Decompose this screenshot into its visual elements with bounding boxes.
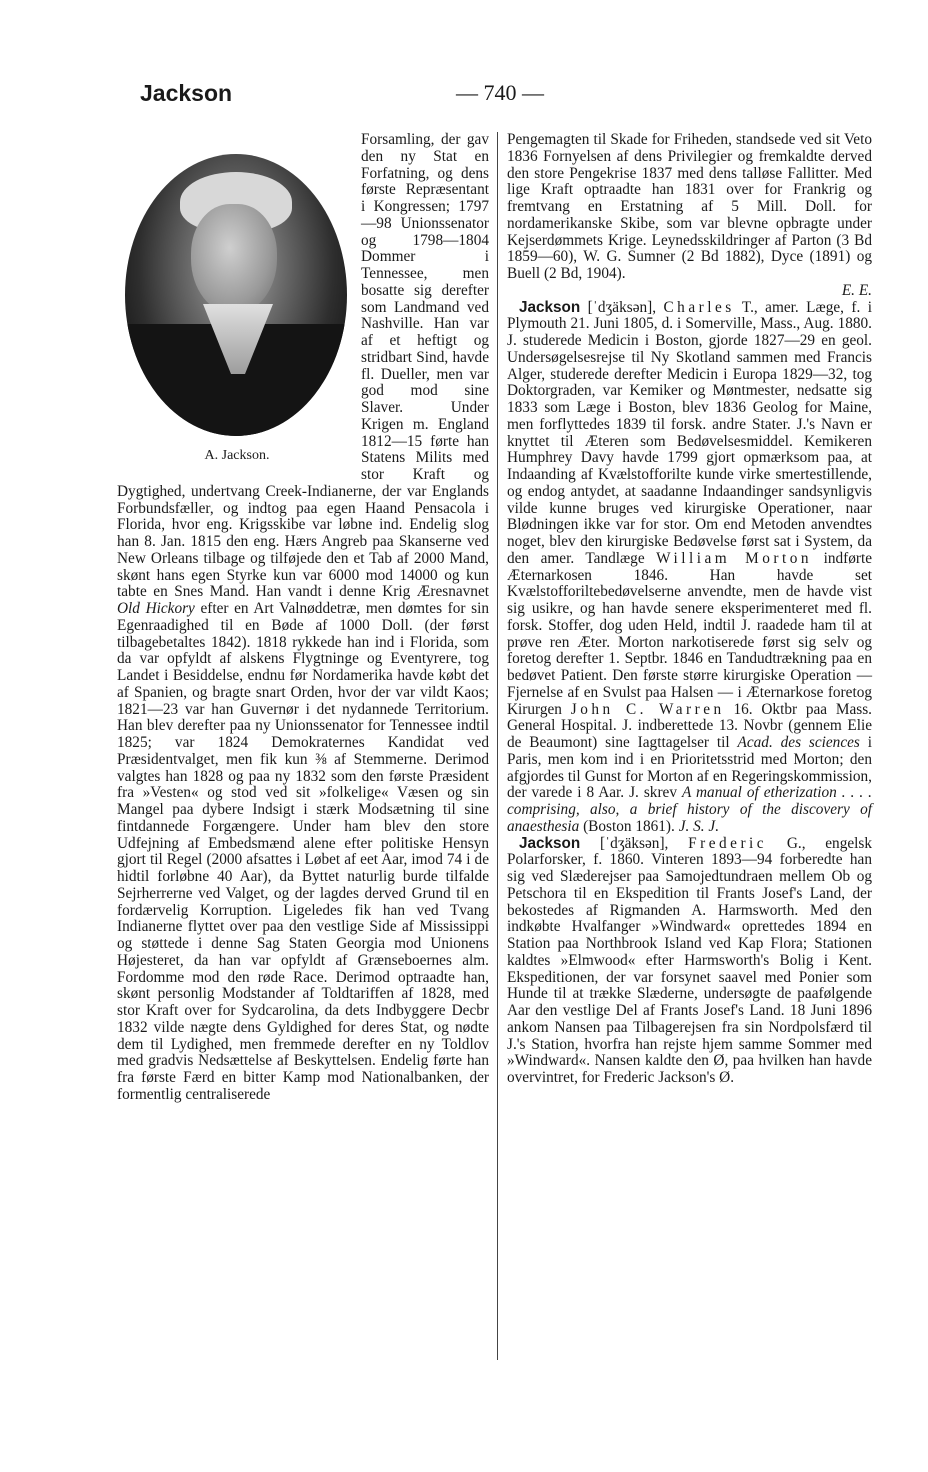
body-text: Pengemagten til Skade for Friheden, standsede ved sit Veto 1836 Fornyelsen af dens Privilegier og fremkaldte derved den store Pengekrise 1837 med dens talløse Fallitter. Med lige Kraft optraadte han 1831 over for Frankrig og fremtvang en Erstatning af 5 Mill. Doll. for nordamerikanske Skibe, som var blevne opbragte under Kejserdømmets Krige. Leynedsskildringer af Parton (3 Bd 1859—60), W. G. Sumner (2 Bd 1882), Dyce (1891) og Buell (2 Bd, 1904). (507, 131, 872, 282)
portrait-figure (117, 142, 357, 480)
author-signature: J. S. J. (678, 817, 720, 835)
page-header (138, 76, 864, 116)
italic-term: Old Hickory (117, 600, 195, 617)
page-number: — 740 — (456, 80, 544, 105)
body-text: i Paris, men kom ind i en Prioritetsstrid med Morton; den afgjordes til Gunst for Morton af en Regeringskommission, der varede i 8 Aar. J. skrev (507, 734, 872, 802)
left-column (117, 132, 489, 1104)
person-name: Frederic (688, 834, 768, 852)
person-name: John C. Warren (570, 700, 725, 718)
author-signature: E. E. (841, 281, 872, 299)
header-title: Jackson (140, 80, 233, 106)
entry-andrew-jackson-end (507, 132, 872, 300)
body-text: efter en Art Valnøddetræ, men dømtes for sin Egenraadighed til en Bøde af 1000 Doll. (der først tilbagebetaltes 1842). 1818 rykkede han ind i Florida, som da var opfyldt af alskens Flygtninge og Eventyrere, tog Landet i Besiddelse, endnu før Nordamerika havde købt det af Spanien, og bragte snart Orden, hvor der var vildt Kaos; 1821—23 var han Guvernør i det nydannede Territorium. Han blev derefter paa ny Unionssenator for Tennessee indtil 1825; var 1824 Demokraternes Kandidat ved Præsidentvalget, men fik kun ⅜ af Stemmerne. Derimod valgtes han 1828 og paa ny 1832 som den første Præsident fra »Vesten« og stod ved sit »folkelige« Væsen og sin Mangel paa dybere Indsigt i stærk Modsætning til sine fintdannede Forgængere. Under ham blev den store Udfejning af Embedsmænd alene efter politiske Hensyn gjort til Regel (2000 afsattes i Løbet af eet Aar, imod 74 i de hidtil forløbne 40 Aar), da Byttet naturlig burde tilfalde Sejrherrerne ved Valget, og der lagdes derved Grund til en fordærvelig Korruption. Ligeledes fik han ved Tvang Indianerne flyttet over paa den vestlige Side af Mississippi og støttede i denne Sag Staten Georgia mod Unionens Højesteret, da han var opfyldt af Grænseboernes alm. Fordomme mod den røde Race. Derimod optraadte han, skønt personlig Modstander af Toldtariffen af 1828, med stor Kraft over for Sydcarolina, da dets Indbyggere Decbr 1832 vilde nægte dens Gyldighed for deres Stat, og nødte dem til Lydighed, men fremmede derefter en ny Toldlov med gradvis Nedsættelse af Beskyttelsen. Endelig førte han fra første Færd en bitter Kamp mod Nationalbanken, der formentlig centraliserede (117, 600, 489, 1103)
pronunciation: [ˈdʒäksən], (599, 834, 669, 852)
italic-title: A manual of etherization . . . . comprising, also, a brief history of the discovery of anaesthesia (507, 784, 872, 835)
pronunciation: [ˈdʒäksən], (587, 298, 657, 316)
italic-term: Acad. des sciences (737, 734, 860, 751)
portrait-face (191, 204, 277, 314)
body-text: (Boston 1861). (583, 817, 675, 835)
body-text: Forsamling, der gav den ny Stat en Forfatning, og dens første Repræsentant i Kongressen; 1797—98 Unionssenator og 1798—1804 Dommer i Tennessee, men bosatte sig derefter som Landmand ved Nashville. Han var af et heftigt og stridbart Sind, havde fl. Dueller, men var god mod sine Slaver. Under Krigen m. England 1812—15 førte han Statens Milits med stor Kraft og Dygtighed, undertvang Creek-Indianerne, der var Englands Forbundsfæller, og indtog paa egen Haand Pensacola i Florida, hvor eng. Krigsskibe var løbne ind. Endelig slog han 8. Jan. 1815 den eng. Hærs Angreb paa Skanserne ved New Orleans tilbage og tilføjede den et Tab af 2000 Mand, skønt hans egen Styrke kun var 6000 mod 14000 og kun tabte en Snes Mand. Han vandt i denne Krig Æresnavnet (117, 131, 489, 601)
portrait-image (125, 154, 347, 436)
body-text: 16. Oktbr paa Mass. General Hospital. J. indberettede 13. Novbr (gennem Elie de Beaumont) sine Iagttagelser til (507, 700, 873, 751)
entry-headword: Jackson (519, 834, 581, 852)
entry-frederic-jackson (507, 836, 872, 1087)
person-name: Charles (663, 298, 735, 316)
right-column (507, 132, 872, 1087)
body-text: indførte Æternarkosen 1846. Han havde set Kvælstofforiltebedøvelserne anvendte, men de havde vist sig usikre, og han havde senere eksperimenteret med fl. forsk. Stoffer, dog uden Held, indtil J. raadede ham til at prøve ren Æter. Morton narkotiserede først sig selv og foretog derefter 1. Septbr. 1846 en Tandudtrækning paa en bedøvet Patient. Den første større kirurgiske Operation — Fjernelse af en Svulst paa Halsen — i Æternarkose foretog Kirurgen (507, 549, 873, 718)
person-name: William Morton (656, 549, 813, 567)
entry-headword: Jackson (519, 298, 581, 316)
column-divider (497, 132, 498, 1360)
body-text: T., amer. Læge, f. i Plymouth 21. Juni 1805, d. i Somerville, Mass., Aug. 1880. J. studerede Medicin i Boston, gjorde 1827—29 en geol. Undersøgelsesrejse til Ny Skotland sammen med Francis Alger, studerede derefter Medicin i Europa 1829—32, tog Doktorgraden, var Kemiker og Møntmester, nedsatte sig 1833 som Læge i Boston, blev 1836 Geolog for Maine, men forflyttedes 1839 til forsk. andre Stater. J.'s Navn er knyttet til Æteren som Bedøvelsesmiddel. Kemikeren Humphrey Davy havde 1799 gjort opmærksom paa, at Indaanding af Kvælstofforilte kunde virke smertestillende, og endog antydet, at saadanne Indaandinger sandsynligvis vilde kunne bruges ved kirurgiske Operationer, naar Blødningen ikke var for stor. Om end Metoden anvendtes noget, blev den kirurgiske Bedøvelse først sat i System, da den amer. Tandlæge (507, 298, 872, 567)
entry-andrew-jackson-continued (117, 132, 489, 1104)
entry-charles-jackson (507, 300, 872, 836)
figure-caption: A. Jackson. (204, 448, 270, 463)
body-text: G., engelsk Polarforsker, f. 1860. Vinteren 1893—94 forberedte han sig ved Slæderejser paa Samojedtundraen mellem Ob og Petschora til en Ekspedition til Frants Josef's Land, der bekostedes af Rigmanden A. Harmsworth. Med den indkøbte Hvalfanger »Windward« oprettedes 1894 en Station paa Northbrook Island ved Kap Flora; Stationen kaldtes »Elmwood« efter Harmsworth's Bolig i Kent. Ekspeditionen, der var forsynet saavel med Ponier som Hunde til at trække Slæderne, undersøgte de paafølgende Aar den vestlige Del af Frants Josef's Land. 18 Juni 1896 ankom Nansen paa Tilbagerejsen fra sin Nordpolsfærd til J.'s Station, hvorfra han rejste hjem samme Sommer med »Windward«. Nansen kaldte den Ø, paa hvilken han havde overvintret, for Frederic Jackson's Ø. (507, 834, 872, 1086)
